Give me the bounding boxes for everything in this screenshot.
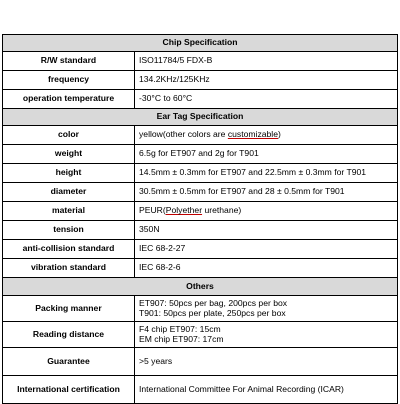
row-label: weight bbox=[3, 145, 135, 164]
table-row bbox=[3, 202, 398, 221]
row-label: Packing manner bbox=[3, 296, 135, 322]
row-value: IEC 68-2-6 bbox=[135, 259, 398, 278]
row-label: tension bbox=[3, 221, 135, 240]
row-value: 134.2KHz/125KHz bbox=[135, 71, 398, 90]
table-row bbox=[3, 376, 398, 404]
value-line: ET907: 50pcs per bag, 200pcs per box bbox=[139, 298, 288, 309]
section-header-chip bbox=[3, 35, 398, 52]
row-value: 30.5mm ± 0.5mm for ET907 and 28 ± 0.5mm for T901 bbox=[135, 183, 398, 202]
row-label: Guarantee bbox=[3, 348, 135, 376]
value-line: EM chip ET907: 17cm bbox=[139, 333, 224, 344]
row-label: diameter bbox=[3, 183, 135, 202]
section-title-others: Others bbox=[3, 278, 398, 296]
section-title-chip: Chip Specification bbox=[3, 35, 398, 52]
value-text: PEUR( bbox=[139, 205, 166, 216]
row-value: >5 years bbox=[135, 348, 398, 376]
value-text: ) bbox=[278, 129, 281, 140]
row-value: 350N bbox=[135, 221, 398, 240]
row-value bbox=[135, 202, 398, 221]
row-value: International Committee For Animal Recording (ICAR) bbox=[135, 376, 398, 404]
table-row bbox=[3, 240, 398, 259]
row-label: material bbox=[3, 202, 135, 221]
table-row bbox=[3, 259, 398, 278]
table-row bbox=[3, 221, 398, 240]
row-value: IEC 68-2-27 bbox=[135, 240, 398, 259]
row-label: operation temperature bbox=[3, 90, 135, 109]
spec-sheet bbox=[2, 34, 397, 404]
table-row bbox=[3, 126, 398, 145]
row-value: 14.5mm ± 0.3mm for ET907 and 22.5mm ± 0.3mm for T901 bbox=[135, 164, 398, 183]
row-label: frequency bbox=[3, 71, 135, 90]
row-label: anti-collision standard bbox=[3, 240, 135, 259]
value-text: urethane) bbox=[202, 205, 242, 216]
row-label: color bbox=[3, 126, 135, 145]
row-value bbox=[135, 126, 398, 145]
value-line: T901: 50pcs per plate, 250pcs per box bbox=[139, 307, 286, 318]
table-row bbox=[3, 71, 398, 90]
table-row bbox=[3, 348, 398, 376]
row-value bbox=[135, 322, 398, 348]
section-header-others bbox=[3, 278, 398, 296]
value-line: F4 chip ET907: 15cm bbox=[139, 324, 221, 335]
table-row bbox=[3, 183, 398, 202]
table-row bbox=[3, 52, 398, 71]
value-text: yellow(other colors are bbox=[139, 129, 228, 140]
section-header-ear-tag bbox=[3, 109, 398, 126]
table-row bbox=[3, 90, 398, 109]
value-underlined: Polyether bbox=[165, 205, 203, 216]
row-value: ISO11784/5 FDX-B bbox=[135, 52, 398, 71]
table-row bbox=[3, 145, 398, 164]
spec-table bbox=[2, 34, 398, 404]
row-value: 6.5g for ET907 and 2g for T901 bbox=[135, 145, 398, 164]
section-title-ear-tag: Ear Tag Specification bbox=[3, 109, 398, 126]
table-row bbox=[3, 322, 398, 348]
row-label: vibration standard bbox=[3, 259, 135, 278]
row-label: Reading distance bbox=[3, 322, 135, 348]
row-label: height bbox=[3, 164, 135, 183]
row-value bbox=[135, 296, 398, 322]
table-row bbox=[3, 164, 398, 183]
row-value: -30°C to 60°C bbox=[135, 90, 398, 109]
row-label: International certification bbox=[3, 376, 135, 404]
value-underlined: customizable bbox=[227, 129, 278, 140]
row-label: R/W standard bbox=[3, 52, 135, 71]
table-row bbox=[3, 296, 398, 322]
